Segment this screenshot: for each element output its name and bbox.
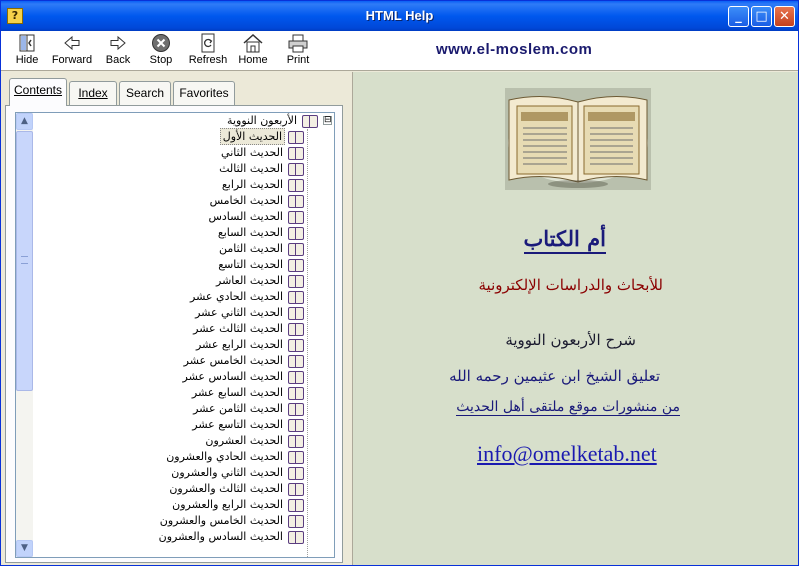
maximize-button[interactable]: □ [751, 6, 772, 27]
tab-index-label: Index [78, 86, 108, 100]
tree-item[interactable] [216, 224, 304, 240]
collapse-toggle[interactable]: ⊟ [324, 115, 332, 125]
tree-item[interactable] [216, 256, 304, 272]
open-book-icon [302, 114, 318, 127]
book-icon [288, 274, 304, 287]
tree-item[interactable] [217, 240, 304, 256]
tree-item[interactable] [158, 512, 304, 528]
refresh-label: Refresh [188, 54, 228, 66]
print-button[interactable] [283, 33, 313, 69]
tree-item-label: الحديث الحادي عشر [190, 289, 283, 303]
tree-item-label: الحديث الثاني [221, 145, 283, 159]
vertical-scrollbar[interactable] [16, 113, 33, 557]
tree-item-label: الحديث الثالث والعشرون [169, 481, 283, 495]
tree-item-label: الحديث السادس عشر [182, 369, 283, 383]
tree-item-label: الحديث الرابع والعشرون [172, 497, 283, 511]
book-icon [288, 322, 304, 335]
refresh-icon [197, 33, 219, 53]
book-icon [288, 434, 304, 447]
tab-favorites-label: Favorites [179, 86, 229, 100]
tree-item-label: الحديث العشرون [205, 433, 283, 447]
commentary-credit: تعليق الشيخ ابن عثيمين رحمه الله [449, 367, 660, 385]
tree-item-label: الحديث الثاني عشر [195, 305, 283, 319]
book-title: شرح الأربعون النووية [505, 331, 636, 349]
close-button[interactable]: ✕ [774, 6, 795, 27]
stop-button[interactable] [146, 33, 176, 69]
book-icon [288, 306, 304, 319]
hide-button[interactable] [11, 33, 43, 69]
tree-item-label: الحديث الثامن [219, 241, 283, 255]
tree-item[interactable] [188, 288, 304, 304]
tree-root-label: الأربعون النووية [227, 113, 297, 127]
tab-search[interactable] [119, 81, 171, 105]
forward-button[interactable] [51, 33, 93, 69]
hide-icon [16, 33, 38, 53]
book-icon [288, 450, 304, 463]
content-pane [352, 72, 798, 565]
book-icon [288, 226, 304, 239]
tree-item[interactable] [191, 320, 304, 336]
tree-item[interactable] [170, 496, 304, 512]
minimize-button[interactable]: _ [728, 6, 749, 27]
book-icon [288, 514, 304, 527]
tree-item[interactable] [190, 384, 304, 400]
home-button[interactable] [237, 33, 269, 69]
tab-contents[interactable] [9, 78, 67, 106]
scroll-down-button[interactable]: ▼ [16, 540, 33, 557]
back-button[interactable] [101, 33, 135, 69]
book-icon [288, 418, 304, 431]
tree-item-label: الحديث السابع عشر [191, 385, 283, 399]
book-icon [288, 370, 304, 383]
quran-book-image [505, 88, 651, 190]
book-icon [288, 146, 304, 159]
book-icon [288, 402, 304, 415]
book-icon [288, 530, 304, 543]
contents-tree[interactable] [15, 112, 335, 558]
title-bar[interactable] [1, 1, 798, 31]
print-label: Print [286, 54, 310, 66]
scroll-up-button[interactable]: ▲ [16, 113, 33, 130]
email-link[interactable]: info@omelketab.net [477, 441, 657, 466]
tree-item[interactable] [219, 144, 304, 160]
book-icon [288, 466, 304, 479]
tab-search-label: Search [125, 86, 165, 100]
tree-item-label: الحديث التاسع [218, 257, 283, 271]
stop-label: Stop [149, 54, 173, 66]
tree-item[interactable] [208, 192, 304, 208]
book-icon [288, 482, 304, 495]
book-icon [288, 258, 304, 271]
contents-panel [5, 105, 343, 563]
book-icon [288, 498, 304, 511]
tree-item-label: الحديث الحادي والعشرون [166, 449, 283, 463]
tree-item-label: الحديث الخامس عشر [183, 353, 283, 367]
tree-item-label: الحديث الرابع عشر [195, 337, 283, 351]
tree-item-label: الحديث التاسع عشر [192, 417, 283, 431]
tree-item[interactable] [190, 416, 304, 432]
tree-item[interactable] [220, 176, 304, 192]
site-subheading: للأبحاث والدراسات الإلكترونية [478, 276, 663, 294]
book-icon [288, 210, 304, 223]
tree-root-node[interactable] [225, 112, 334, 128]
refresh-button[interactable] [187, 33, 229, 69]
tab-contents-label: Contents [13, 83, 63, 97]
stop-icon [150, 33, 172, 53]
tree-item-label: الحديث السادس [208, 209, 283, 223]
tab-favorites[interactable] [173, 81, 235, 105]
book-icon [288, 162, 304, 175]
help-app-icon[interactable]: ? [7, 8, 23, 24]
toolbar [1, 31, 798, 71]
tree-item[interactable] [193, 304, 304, 320]
home-icon [242, 33, 264, 53]
book-icon [288, 178, 304, 191]
tree-item[interactable] [169, 464, 304, 480]
tree-item[interactable] [164, 448, 304, 464]
tree-item[interactable] [181, 368, 304, 384]
tree-item[interactable] [167, 480, 304, 496]
book-icon [288, 354, 304, 367]
tree-item[interactable] [214, 272, 304, 288]
site-url-banner: www.el-moslem.com [436, 41, 593, 58]
book-icon [288, 290, 304, 303]
tree-item[interactable] [217, 160, 304, 176]
tree-item[interactable] [206, 208, 304, 224]
tree-item-label: الحديث الثاني والعشرون [171, 465, 283, 479]
tree-item[interactable] [203, 432, 304, 448]
tree-item[interactable] [194, 336, 304, 352]
printer-icon [287, 33, 309, 53]
tree-item-label: الحديث الأول [220, 128, 285, 145]
window-title: HTML Help [365, 8, 434, 23]
publisher-note: من منشورات موقع ملتقى أهل الحديث [456, 399, 680, 415]
tree-item[interactable] [157, 528, 304, 544]
tree-item[interactable] [220, 128, 304, 144]
tree-item[interactable] [182, 352, 304, 368]
back-label: Back [105, 54, 131, 66]
home-label: Home [238, 54, 268, 66]
navigation-pane [1, 72, 346, 565]
forward-arrow-icon [61, 33, 83, 53]
book-icon [288, 386, 304, 399]
forward-label: Forward [51, 54, 93, 66]
book-icon [288, 338, 304, 351]
book-icon [288, 130, 304, 143]
tree-item-label: الحديث الخامس [209, 193, 283, 207]
tree-item-label: الحديث الرابع [221, 177, 283, 191]
book-icon [288, 242, 304, 255]
scroll-thumb[interactable] [16, 131, 33, 391]
tree-item-label: الحديث السابع [217, 225, 283, 239]
tree-item-label: الحديث الثالث [219, 161, 283, 175]
site-heading: أم الكتاب [524, 226, 606, 254]
tree-item-label: الحديث الثامن عشر [193, 401, 283, 415]
back-arrow-icon [107, 33, 129, 53]
tree-item[interactable] [191, 400, 304, 416]
tree-item-label: الحديث الثالث عشر [193, 321, 283, 335]
tree-item-label: الحديث السادس والعشرون [158, 529, 283, 543]
hide-label: Hide [15, 54, 39, 66]
tree-item-label: الحديث الخامس والعشرون [159, 513, 283, 527]
book-icon [288, 194, 304, 207]
tab-index[interactable] [69, 81, 117, 105]
tree-item-label: الحديث العاشر [216, 273, 283, 287]
